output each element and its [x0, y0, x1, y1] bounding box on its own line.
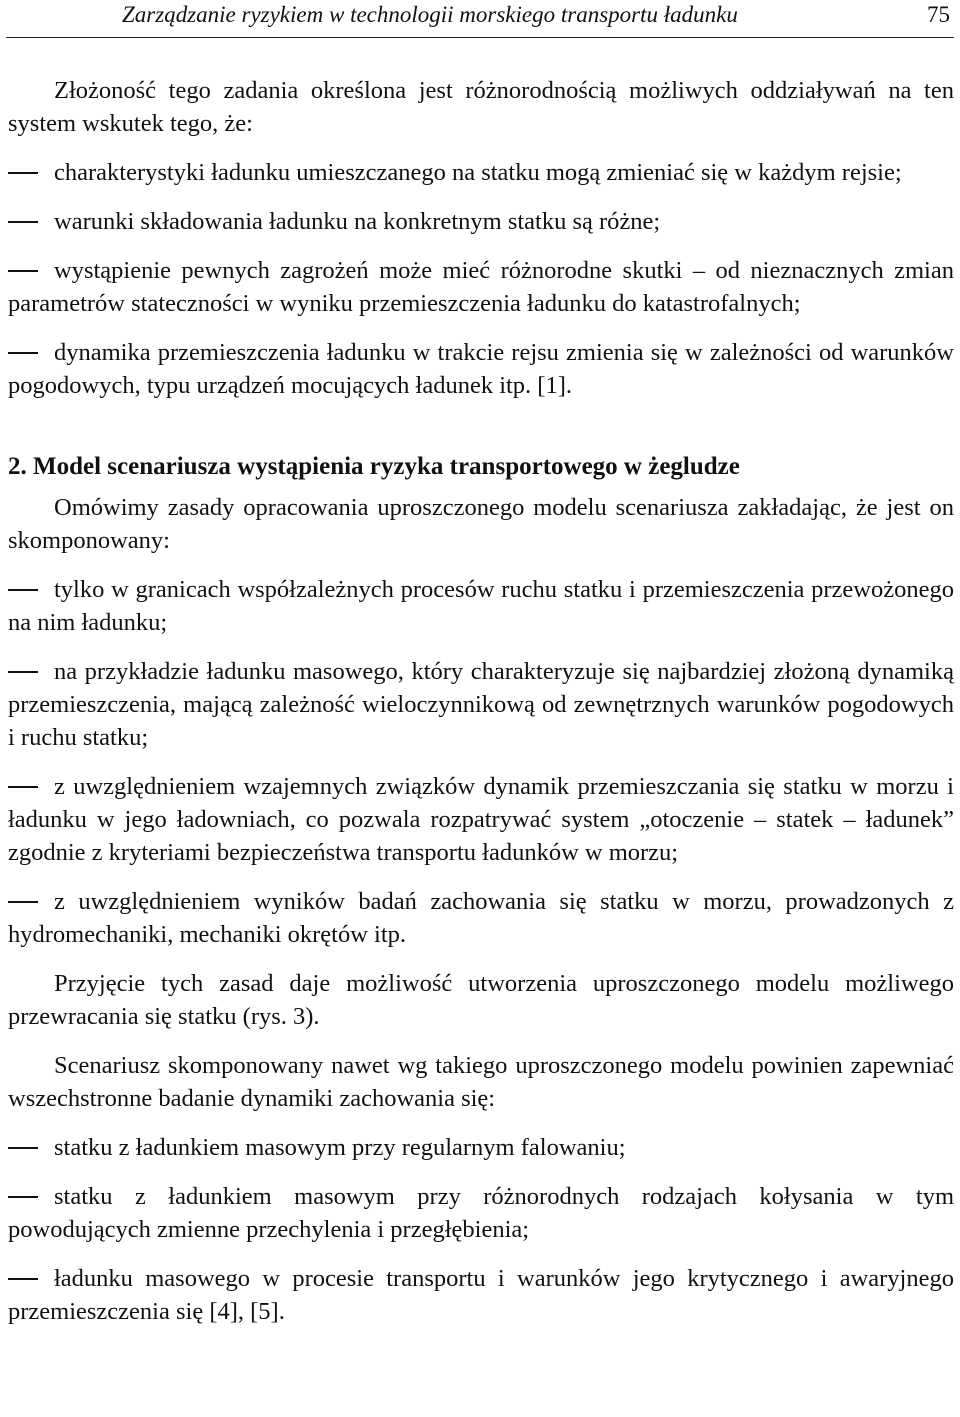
- dash-bullet-icon: [8, 270, 38, 272]
- paragraph: Scenariusz skomponowany nawet wg takiego uproszczonego modelu powinien zapewniać wszechstronne badanie dynamiki zachowania się:: [8, 1052, 954, 1112]
- dash-bullet-icon: [8, 1147, 38, 1149]
- list-item: [8, 1131, 954, 1164]
- list-item-text: z uwzględnieniem wyników badań zachowania się statku w morzu, prowadzonych z hydromechaniki, mechaniki okrętów itp.: [8, 888, 954, 948]
- dash-bullet-icon: [8, 901, 38, 903]
- list-item-text: charakterystyki ładunku umieszczanego na statku mogą zmieniać się w każdym rejsie;: [54, 159, 902, 186]
- list-item-text: dynamika przemieszczenia ładunku w trakcie rejsu zmienia się w zależności od warunków pogodowych, typu urządzeń mocujących ładunek itp. [1].: [8, 339, 954, 399]
- dash-bullet-icon: [8, 589, 38, 591]
- list-item: [8, 885, 954, 951]
- running-title: Zarządzanie ryzykiem w technologii morskiego transportu ładunku: [122, 2, 738, 27]
- dash-bullet-icon: [8, 671, 38, 673]
- list-item-text: tylko w granicach współzależnych procesów ruchu statku i przemieszczenia przewożonego na nim ładunku;: [8, 576, 954, 636]
- running-header: [6, 0, 954, 38]
- list-item-text: z uwzględnieniem wzajemnych związków dynamik przemieszczania się statku w morzu i ładunku w jego ładowniach, co pozwala rozpatrywać system „otoczenie – statek – ładunek” zgodnie z kryteriami bezpieczeństwa transportu ładunków w morzu;: [8, 773, 954, 866]
- list-item-text: ładunku masowego w procesie transportu i warunków jego krytycznego i awaryjnego przemieszczenia się [4], [5].: [8, 1265, 954, 1325]
- list-item: [8, 770, 954, 869]
- list-item-text: warunki składowania ładunku na konkretnym statku są różne;: [54, 208, 661, 235]
- list-item-text: statku z ładunkiem masowym przy regularnym falowaniu;: [54, 1134, 626, 1161]
- dash-bullet-icon: [8, 172, 38, 174]
- paragraph: Złożoność tego zadania określona jest różnorodnością możliwych oddziaływań na ten system wskutek tego, że:: [8, 77, 954, 137]
- page-body: [8, 74, 954, 1328]
- dash-bullet-icon: [8, 221, 38, 223]
- list-item: [8, 336, 954, 402]
- list-item-text: statku z ładunkiem masowym przy różnorodnych rodzajach kołysania w tym powodujących zmienne przechylenia i przegłębienia;: [8, 1183, 954, 1243]
- list-item: [8, 156, 954, 189]
- list-item-text: na przykładzie ładunku masowego, który charakteryzuje się najbardziej złożoną dynamiką przemieszczenia, mającą zależność wieloczynnikową od zewnętrznych warunków pogodowych i ruchu statku;: [8, 658, 954, 751]
- page-number: 75: [927, 2, 950, 27]
- dash-bullet-icon: [8, 1196, 38, 1198]
- section-heading: 2. Model scenariusza wystąpienia ryzyka transportowego w żegludze: [8, 453, 740, 480]
- list-item: [8, 1262, 954, 1328]
- list-item-text: wystąpienie pewnych zagrożeń może mieć różnorodne skutki – od nieznacznych zmian parametrów stateczności w wyniku przemieszczenia ładunku do katastrofalnych;: [8, 257, 954, 317]
- list-item: [8, 1180, 954, 1246]
- paragraph: Przyjęcie tych zasad daje możliwość utworzenia uproszczonego modelu możliwego przewracania się statku (rys. 3).: [8, 970, 954, 1030]
- paragraph: Omówimy zasady opracowania uproszczonego modelu scenariusza zakładając, że jest on skomponowany:: [8, 494, 954, 554]
- dash-bullet-icon: [8, 786, 38, 788]
- dash-bullet-icon: [8, 352, 38, 354]
- dash-bullet-icon: [8, 1278, 38, 1280]
- list-item: [8, 573, 954, 639]
- list-item: [8, 205, 954, 238]
- list-item: [8, 655, 954, 754]
- list-item: [8, 254, 954, 320]
